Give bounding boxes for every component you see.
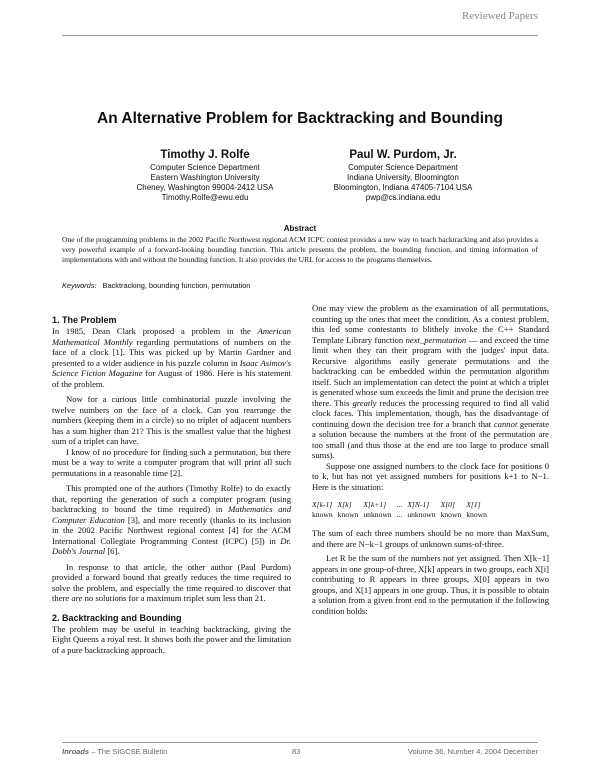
paragraph: Let R be the sum of the numbers not yet assigned. Then X[k−1] appears in one group-of-three, X[k] appears in two groups, each X[i] contributing to R appears in three groups, X[0] appears in two groups, and X[1] appears in one group. Thus, it is possible to obtain a solution from a given front end to the permutation if the following condition holds:	[312, 553, 549, 616]
journal-name: Inroads	[62, 747, 90, 756]
sequence-cell: known	[337, 509, 359, 519]
author-block-2	[318, 148, 488, 203]
quote-paragraph: I know of no procedure for finding such a permutation, but there must be a way to write a computer program that will print all such permutations in a reasonable time [2].	[52, 446, 291, 478]
sequence-table	[312, 500, 549, 519]
sequence-cell: X[0]	[440, 500, 455, 509]
sequence-cell: ...	[396, 509, 403, 519]
author-address: Cheney, Washington 99004-2412 USA	[136, 183, 274, 192]
running-header: Reviewed Papers	[461, 10, 538, 22]
paper-title: An Alternative Problem for Backtracking and Bounding	[97, 110, 503, 127]
author-email: pwp@cs.indiana.edu	[365, 193, 441, 202]
quote-paragraph: Now for a curious little combinatorial puzzle involving the twelve numbers on the face of a clock. Can you rearrange the numbers (keeping them in a circle) so no triplet of adjacent numbers has a sum higher than 21? This is the smallest value that the highest sum of a triplet can have.	[52, 394, 291, 446]
footer-rule	[62, 742, 538, 743]
right-column	[312, 303, 549, 616]
author-block-1	[120, 148, 290, 203]
paragraph: In response to that article, the other author (Paul Purdom) provided a forward bound that greatly reduces the time required to solve the problem, and especially the time required to discover that there are no solutions for a maximum triplet sum less than 21.	[52, 561, 291, 603]
sequence-cell: X[N-1]	[407, 500, 430, 509]
left-column	[52, 315, 291, 655]
abstract-heading: Abstract	[283, 224, 317, 233]
author-email: Timothy.Rolfe@ewu.edu	[161, 193, 249, 202]
abstract-text: One of the programming problems in the 2002 Pacific Northwest regional ACM ICPC contest provides a new way to teach backtracking and also provides a very powerful example of a forward-looking bounding function. This article presents the problem, the bounding function, and timing information of implementations with and without the bounding function. It also provides the URL for access to the programs themselves.	[62, 235, 538, 264]
sequence-cell: known	[440, 509, 462, 519]
sequence-cell: X[k+1]	[363, 500, 387, 509]
footer-issue: Volume 36, Number 4, 2004 December	[407, 747, 538, 756]
journal-subtitle: – The SIGCSE Bulletin	[89, 747, 168, 756]
paragraph: This prompted one of the authors (Timothy Rolfe) to do exactly that, reporting the generation of such a computer program (using backtracking to bound the time required) in Mathematics and Computer Education [3], and more recently (thanks to its inclusion in the 2002 Pacific Northwest regional contest [4] for the ACM International Collegiate Programming Contest (ICPC) [5]) in Dr. Dobb's Journal [6].	[52, 483, 291, 556]
author-name: Paul W. Purdom, Jr.	[349, 149, 457, 161]
sequence-cell: ...	[396, 500, 403, 509]
sequence-cell: known	[312, 509, 333, 519]
keywords-label: Keywords:	[62, 281, 97, 290]
paragraph: The sum of each three numbers should be no more than MaxSum, and there are N−k−1 groups of unknown sums-of-three.	[312, 528, 549, 549]
author-dept: Computer Science Department	[348, 163, 458, 172]
author-name: Timothy J. Rolfe	[160, 149, 250, 161]
header-rule	[62, 35, 538, 36]
sequence-cell: X[k-1]	[312, 500, 333, 509]
paragraph: The problem may be useful in teaching backtracking, giving the Eight Queens a royal rest. It shows both the power and the limitation of a pure backtracking approach.	[52, 623, 291, 655]
author-univ: Eastern Washington University	[150, 173, 260, 182]
section-heading: 1. The Problem	[52, 315, 117, 325]
paragraph: One may view the problem as the examination of all permutations, counting up the ones that meet the condition. As a contest problem, this led some contestants to blithely invoke the C++ Standard Template Library function next_permutation — and exceed the time limit when they ran their program with the judges' input data. Recursive algorithms easily generate permutations and the backtracking can be embedded within the permutation algorithm itself. Such an implementation can detect the point at which a triplet is generated whose sum exceeds the limit and prune the decision tree there. This greatly reduces the processing required to find all valid clock faces. This implementation, though, has the disadvantage of continuing down the decision tree for a branch that cannot generate a solution because the numbers at the front of the permutation are too small (and thus those at the end are too large to produce small sums).	[312, 303, 550, 460]
sequence-row-status	[312, 510, 492, 520]
keywords-line	[62, 281, 250, 290]
footer-journal	[62, 747, 167, 756]
author-univ: Indiana University, Bloomington	[347, 173, 459, 182]
sequence-cell: known	[466, 509, 487, 519]
sequence-cell: unknown	[407, 509, 436, 519]
section-heading: 2. Backtracking and Bounding	[52, 612, 182, 623]
sequence-cell: X[1]	[466, 500, 481, 509]
author-address: Bloomington, Indiana 47405-7104 USA	[333, 183, 473, 192]
page-number: 83	[292, 747, 301, 756]
sequence-cell: unknown	[363, 509, 392, 519]
paragraph: Suppose one assigned numbers to the clock face for positions 0 to k, but has not yet assigned numbers for positions k+1 to N−1. Here is the situation:	[312, 460, 549, 492]
author-dept: Computer Science Department	[150, 163, 260, 172]
sequence-row-positions	[312, 500, 492, 510]
paragraph: In 1985, Dean Clark proposed a problem in the American Mathematical Monthly regarding permutations of numbers on the face of a clock [1]. This was picked up by Martin Gardner and presented to a wider audience in his puzzle column in Isaac Asimov's Science Fiction Magazine for August of 1986. Here is his statement of the problem.	[52, 326, 291, 389]
keywords-text: Backtracking, bounding function, permutation	[102, 281, 251, 290]
sequence-cell: X[k]	[337, 500, 352, 509]
